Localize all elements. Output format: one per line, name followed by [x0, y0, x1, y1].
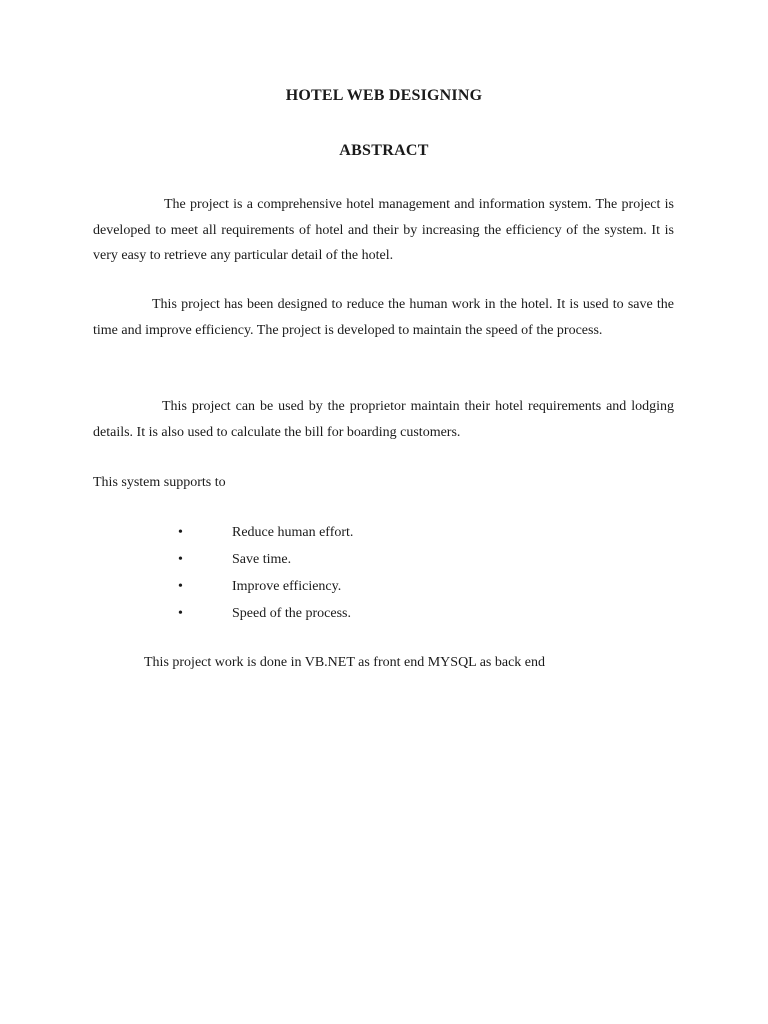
bullet-text: Improve efficiency. — [232, 579, 342, 594]
bullet-list — [0, 520, 768, 628]
bullet-text: Speed of the process. — [232, 606, 351, 621]
bullet-icon: • — [178, 579, 183, 594]
list-item — [0, 547, 768, 574]
bullet-text: Reduce human effort. — [232, 525, 354, 540]
paragraph-3: This project can be used by the proprietor maintain their hotel requirements and lodging details. It is also used to calculate the bill for boarding customers. — [93, 399, 674, 440]
bullet-text: Save time. — [232, 552, 292, 567]
list-item — [0, 601, 768, 628]
bullet-icon: • — [178, 525, 183, 540]
bullet-icon: • — [178, 606, 183, 621]
list-item — [0, 574, 768, 601]
bullet-icon: • — [178, 552, 183, 567]
paragraph-1: The project is a comprehensive hotel management and information system. The project is developed to meet all requirements of hotel and their by increasing the efficiency of the system. It is very easy to retrieve any particular detail of the hotel. — [93, 197, 674, 263]
paragraph-2: This project has been designed to reduce the human work in the hotel. It is used to save the time and improve efficiency. The project is developed to maintain the speed of the process. — [93, 297, 674, 338]
list-item — [0, 520, 768, 547]
closing-statement: This project work is done in VB.NET as front end MYSQL as back end — [144, 655, 546, 670]
supports-intro: This system supports to — [93, 475, 226, 490]
abstract-heading: ABSTRACT — [339, 142, 429, 159]
document-title: HOTEL WEB DESIGNING — [285, 87, 483, 104]
